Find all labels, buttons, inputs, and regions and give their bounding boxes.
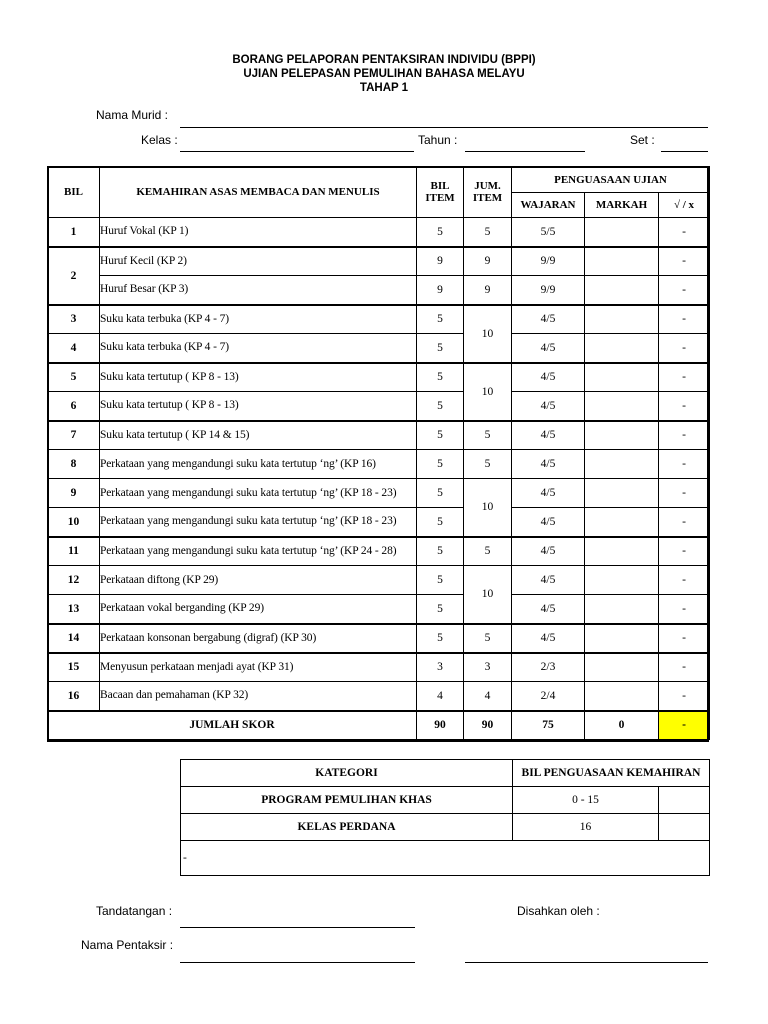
skill-name: Perkataan yang mengandungi suku kata tertutup ‘ng’ (KP 18 - 23)	[100, 508, 417, 537]
header-markah: MARKAH	[585, 193, 659, 218]
tick-status: -	[659, 363, 710, 392]
tahun-field[interactable]	[465, 151, 585, 152]
markah[interactable]	[585, 363, 659, 392]
skill-name: Perkataan yang mengandungi suku kata tertutup ‘ng’ (KP 24 - 28)	[100, 537, 417, 566]
markah[interactable]	[585, 653, 659, 682]
tandatangan-label: Tandatangan :	[96, 904, 173, 918]
tick-status: -	[659, 682, 710, 711]
tandatangan-field[interactable]	[180, 927, 415, 928]
skill-name: Perkataan yang mengandungi suku kata tertutup ‘ng’ (KP 16)	[100, 450, 417, 479]
category-table	[180, 759, 710, 876]
jum-item: 5	[464, 537, 512, 566]
row-number: 8	[48, 450, 100, 479]
set-field[interactable]	[661, 151, 708, 152]
row-number: 3	[48, 305, 100, 334]
skill-name: Perkataan yang mengandungi suku kata tertutup ‘ng’ (KP 18 - 23)	[100, 479, 417, 508]
form-title-line-3: TAHAP 1	[359, 82, 409, 94]
header-tick: √ / x	[659, 193, 710, 218]
cat-row2-range: 16	[513, 814, 659, 841]
markah[interactable]	[585, 508, 659, 537]
wajaran: 4/5	[512, 392, 585, 421]
tick-status: -	[659, 595, 710, 624]
cat-row2-mark[interactable]	[659, 814, 710, 841]
row-number: 14	[48, 624, 100, 653]
skill-name: Huruf Kecil (KP 2)	[100, 247, 417, 276]
tick-status: -	[659, 508, 710, 537]
row-number: 10	[48, 508, 100, 537]
cat-header-kategori: KATEGORI	[181, 760, 513, 787]
jum-item: 10	[464, 566, 512, 624]
table-row	[48, 421, 710, 450]
bil-item: 5	[417, 624, 464, 653]
form-title-line-2: UJIAN PELEPASAN PEMULIHAN BAHASA MELAYU	[243, 68, 525, 80]
skill-name: Perkataan vokal berganding (KP 29)	[100, 595, 417, 624]
bil-item: 5	[417, 363, 464, 392]
markah[interactable]	[585, 537, 659, 566]
tick-status: -	[659, 624, 710, 653]
table-row	[48, 218, 710, 247]
cat-row2-name: KELAS PERDANA	[181, 814, 513, 841]
markah[interactable]	[585, 392, 659, 421]
kelas-field[interactable]	[180, 151, 414, 152]
table-row	[48, 450, 710, 479]
wajaran: 4/5	[512, 305, 585, 334]
total-jum: 90	[464, 711, 512, 740]
row-number: 9	[48, 479, 100, 508]
tick-status: -	[659, 450, 710, 479]
wajaran: 4/5	[512, 421, 585, 450]
header-kemahiran: KEMAHIRAN ASAS MEMBACA DAN MENULIS	[100, 167, 417, 218]
bil-item: 5	[417, 392, 464, 421]
tick-status: -	[659, 305, 710, 334]
tick-status: -	[659, 653, 710, 682]
skill-name: Perkataan diftong (KP 29)	[100, 566, 417, 595]
bil-item: 5	[417, 508, 464, 537]
form-title-line-1: BORANG PELAPORAN PENTAKSIRAN INDIVIDU (BPPI)	[232, 54, 536, 66]
bil-item: 5	[417, 305, 464, 334]
header-jum-item: JUM. ITEM	[464, 167, 512, 218]
jum-item: 5	[464, 450, 512, 479]
table-row	[48, 595, 710, 624]
skill-name: Menyusun perkataan menjadi ayat (KP 31)	[100, 653, 417, 682]
wajaran: 9/9	[512, 247, 585, 276]
skill-name: Suku kata tertutup ( KP 8 - 13)	[100, 363, 417, 392]
header-penguasaan: PENGUASAAN UJIAN	[512, 167, 710, 193]
table-row	[48, 624, 710, 653]
header-bil-item: BIL ITEM	[417, 167, 464, 218]
nama-pentaksir-label: Nama Pentaksir :	[81, 938, 174, 952]
row-number: 4	[48, 334, 100, 363]
table-row	[48, 276, 710, 305]
markah[interactable]	[585, 305, 659, 334]
markah[interactable]	[585, 624, 659, 653]
row-number: 11	[48, 537, 100, 566]
skill-name: Huruf Vokal (KP 1)	[100, 218, 417, 247]
row-number: 2	[48, 247, 100, 305]
tick-status: -	[659, 421, 710, 450]
bil-item: 5	[417, 334, 464, 363]
tick-status: -	[659, 247, 710, 276]
bil-item: 5	[417, 595, 464, 624]
tick-status: -	[659, 479, 710, 508]
nama-murid-field[interactable]	[180, 127, 708, 128]
set-label: Set :	[630, 133, 655, 147]
row-number: 1	[48, 218, 100, 247]
table-row	[48, 247, 710, 276]
bil-item: 5	[417, 479, 464, 508]
tahun-label: Tahun :	[418, 133, 458, 147]
bil-item: 5	[417, 421, 464, 450]
jum-item: 10	[464, 305, 512, 363]
markah[interactable]	[585, 479, 659, 508]
tick-status: -	[659, 334, 710, 363]
wajaran: 4/5	[512, 595, 585, 624]
wajaran: 2/3	[512, 653, 585, 682]
markah[interactable]	[585, 218, 659, 247]
total-tick: -	[659, 711, 710, 740]
skill-name: Suku kata tertutup ( KP 8 - 13)	[100, 392, 417, 421]
bil-item: 5	[417, 566, 464, 595]
row-number: 7	[48, 421, 100, 450]
tick-status: -	[659, 276, 710, 305]
jum-item: 3	[464, 653, 512, 682]
jum-item: 10	[464, 479, 512, 537]
row-number: 5	[48, 363, 100, 392]
row-number: 16	[48, 682, 100, 711]
bil-item: 9	[417, 276, 464, 305]
cat-row1-mark[interactable]	[659, 787, 710, 814]
table-row	[48, 508, 710, 537]
skill-name: Suku kata tertutup ( KP 14 & 15)	[100, 421, 417, 450]
bil-item: 5	[417, 450, 464, 479]
kelas-label: Kelas :	[141, 133, 178, 147]
skills-table-body	[48, 218, 710, 711]
bil-item: 4	[417, 682, 464, 711]
table-row	[48, 566, 710, 595]
markah[interactable]	[585, 682, 659, 711]
wajaran: 4/5	[512, 363, 585, 392]
bil-item: 5	[417, 218, 464, 247]
jum-item: 9	[464, 247, 512, 276]
markah[interactable]	[585, 247, 659, 276]
table-row	[48, 682, 710, 711]
row-number: 13	[48, 595, 100, 624]
row-number: 15	[48, 653, 100, 682]
total-markah: 0	[585, 711, 659, 740]
markah[interactable]	[585, 450, 659, 479]
wajaran: 4/5	[512, 334, 585, 363]
total-item: 90	[417, 711, 464, 740]
header-wajaran: WAJARAN	[512, 193, 585, 218]
table-row	[48, 305, 710, 334]
wajaran: 4/5	[512, 450, 585, 479]
disahkan-field[interactable]	[465, 962, 708, 963]
markah[interactable]	[585, 276, 659, 305]
bil-item: 3	[417, 653, 464, 682]
tick-status: -	[659, 537, 710, 566]
cat-header-bil: BIL PENGUASAAN KEMAHIRAN	[513, 760, 710, 787]
markah[interactable]	[585, 334, 659, 363]
table-row	[48, 653, 710, 682]
wajaran: 4/5	[512, 566, 585, 595]
skill-name: Perkataan konsonan bergabung (digraf) (KP 30)	[100, 624, 417, 653]
wajaran: 4/5	[512, 624, 585, 653]
row-number: 6	[48, 392, 100, 421]
table-row	[48, 537, 710, 566]
nama-pentaksir-field[interactable]	[180, 962, 415, 963]
skill-name: Suku kata terbuka (KP 4 - 7)	[100, 334, 417, 363]
jum-item: 5	[464, 421, 512, 450]
wajaran: 2/4	[512, 682, 585, 711]
markah[interactable]	[585, 595, 659, 624]
row-number: 12	[48, 566, 100, 595]
bil-item: 9	[417, 247, 464, 276]
jum-item: 10	[464, 363, 512, 421]
jum-item: 5	[464, 624, 512, 653]
wajaran: 9/9	[512, 276, 585, 305]
bil-item: 5	[417, 537, 464, 566]
markah[interactable]	[585, 421, 659, 450]
table-row	[48, 334, 710, 363]
markah[interactable]	[585, 566, 659, 595]
cat-note: -	[181, 841, 710, 876]
tick-status: -	[659, 392, 710, 421]
tick-status: -	[659, 566, 710, 595]
disahkan-label: Disahkan oleh :	[517, 904, 600, 918]
nama-murid-label: Nama Murid :	[96, 108, 169, 122]
table-row	[48, 363, 710, 392]
skill-name: Huruf Besar (KP 3)	[100, 276, 417, 305]
total-label: JUMLAH SKOR	[48, 711, 417, 740]
cat-row1-range: 0 - 15	[513, 787, 659, 814]
skills-table	[47, 166, 710, 740]
skill-name: Bacaan dan pemahaman (KP 32)	[100, 682, 417, 711]
wajaran: 4/5	[512, 537, 585, 566]
jum-item: 5	[464, 218, 512, 247]
wajaran: 4/5	[512, 508, 585, 537]
wajaran: 5/5	[512, 218, 585, 247]
table-row	[48, 479, 710, 508]
total-wajaran: 75	[512, 711, 585, 740]
skill-name: Suku kata terbuka (KP 4 - 7)	[100, 305, 417, 334]
tick-status: -	[659, 218, 710, 247]
jum-item: 9	[464, 276, 512, 305]
jum-item: 4	[464, 682, 512, 711]
table-row	[48, 392, 710, 421]
wajaran: 4/5	[512, 479, 585, 508]
header-bil: BIL	[48, 167, 100, 218]
total-row	[48, 711, 710, 740]
cat-row1-name: PROGRAM PEMULIHAN KHAS	[181, 787, 513, 814]
